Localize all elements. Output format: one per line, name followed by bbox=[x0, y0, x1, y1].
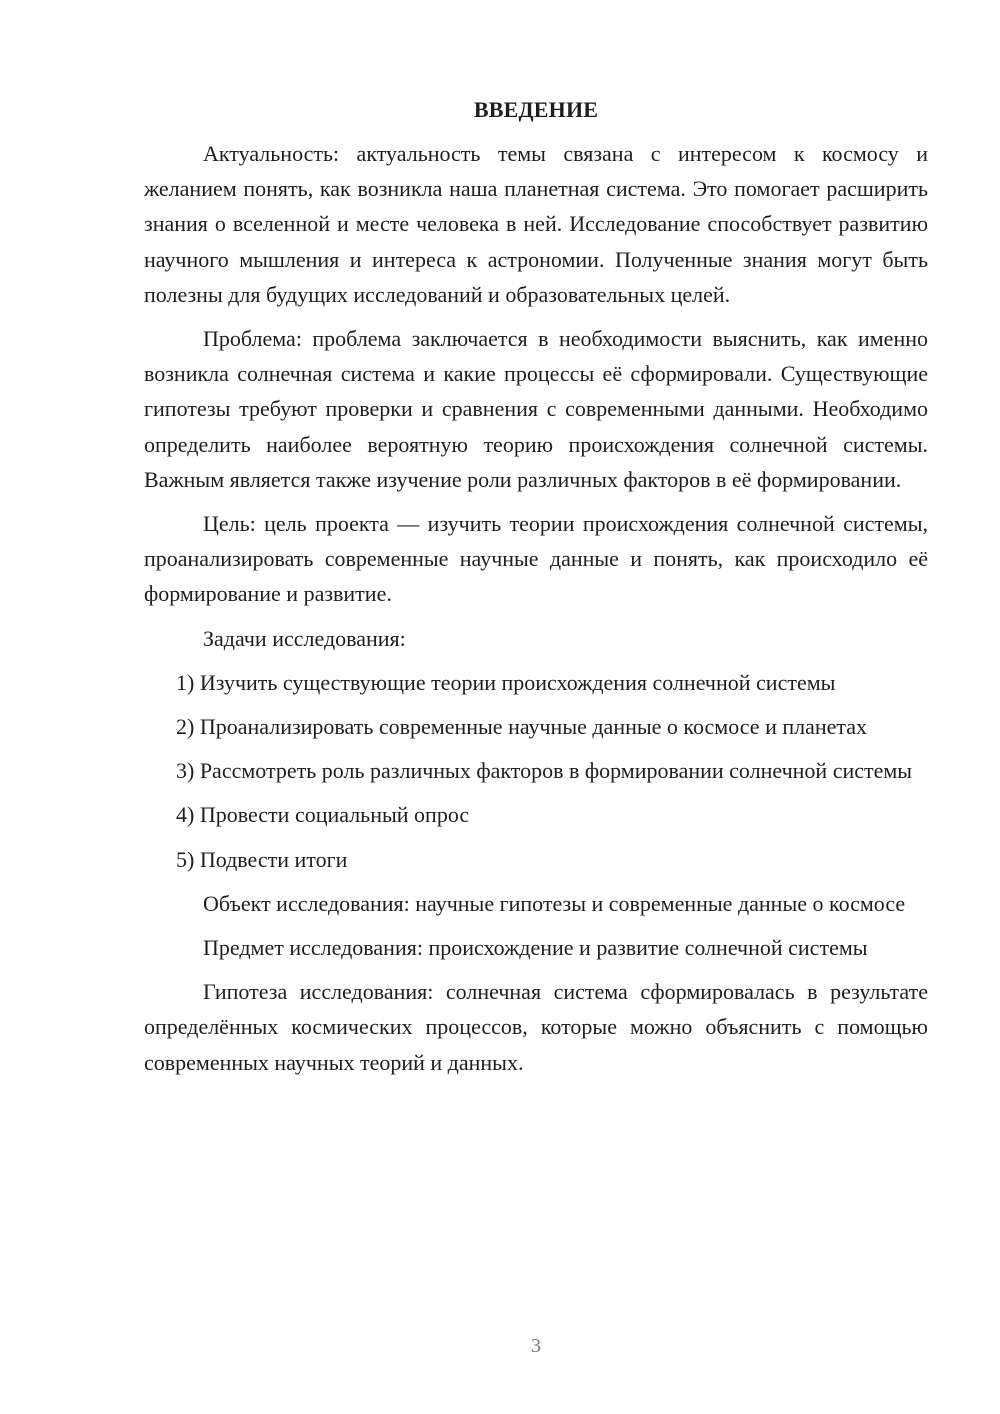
list-item: 4) Провести социальный опрос bbox=[176, 802, 470, 828]
page-content bbox=[144, 92, 928, 1089]
page-title: ВВЕДЕНИЕ bbox=[473, 97, 599, 122]
list-item: 1) Изучить существующие теории происхождения солнечной системы bbox=[176, 669, 836, 695]
tasks-heading: Задачи исследования: bbox=[203, 625, 406, 651]
paragraph-hypothesis: Гипотеза исследования: солнечная система сформировалась в результате определённых космических процессов, которые можно объяснить с помощью современных научных теорий и данных. bbox=[144, 979, 928, 1075]
tasks-list bbox=[144, 665, 928, 877]
paragraph-subject: Предмет исследования: происхождение и развитие солнечной системы bbox=[203, 935, 868, 961]
paragraph-goal: Цель: цель проекта — изучить теории происхождения солнечной системы, проанализировать современные научные данные и понять, как происходило её формирование и развитие. bbox=[144, 511, 928, 607]
paragraph-relevance: Актуальность: актуальность темы связана с интересом к космосу и желанием понять, как возникла наша планетная система. Это помогает расширить знания о вселенной и месте человека в ней. Исследование способствует развитию научного мышления и интереса к астрономии. Полученные знания могут быть полезны для будущих исследований и образовательных целей. bbox=[144, 141, 928, 307]
page-number: 3 bbox=[531, 1335, 541, 1357]
list-item: 2) Проанализировать современные научные данные о космосе и планетах bbox=[176, 714, 868, 740]
list-item: 5) Подвести итоги bbox=[176, 846, 348, 872]
paragraph-problem: Проблема: проблема заключается в необходимости выяснить, как именно возникла солнечная система и какие процессы её сформировали. Существующие гипотезы требуют проверки и сравнения с современными данными. Необходимо определить наиболее вероятную теорию происхождения солнечной системы. Важным является также изучение роли различных факторов в её формировании. bbox=[144, 326, 928, 492]
paragraph-object: Объект исследования: научные гипотезы и современные данные о космосе bbox=[203, 890, 906, 916]
list-item: 3) Рассмотреть роль различных факторов в формировании солнечной системы bbox=[176, 758, 913, 784]
